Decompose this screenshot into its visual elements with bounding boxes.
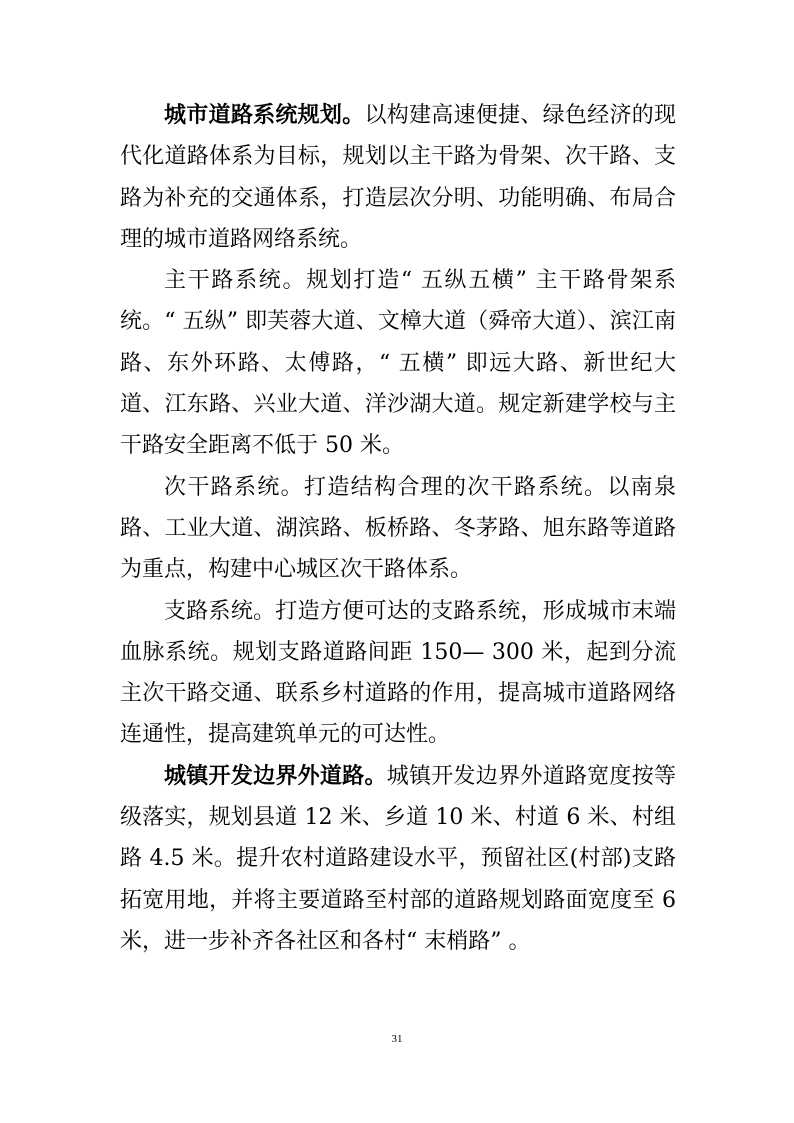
paragraph-text: 支路系统。打造方便可达的支路系统，形成城市末端血脉系统。规划支路道路间距 150— 300 米，起到分流主次干路交通、联系乡村道路的作用，提高城市道路网络连通性，提高建筑单元的可达性。 [120,598,676,748]
page-number: 31 [391,1033,403,1045]
paragraph-text: 以构建高速便捷、绿色经济的现代化道路体系为目标，规划以主干路为骨架、次干路、支路为补充的交通体系，打造层次分明、功能明确、布局合理的城市道路网络系统。 [120,103,676,252]
paragraph-heading: 城市道路系统规划。 [164,103,365,128]
paragraph-main-road-system [120,260,676,466]
paragraph-text: 主干路系统。规划打造“ 五纵五横” 主干路骨架系统。“ 五纵” 即芙蓉大道、文樟大道（舜帝大道）、滨江南路、东外环路、太傅路，“ 五横” 即远大路、新世纪大道、江东路、兴业大道、洋沙湖大道。规定新建学校与主干路安全距离不低于 50 米。 [120,268,676,459]
paragraph-secondary-road-system [120,467,676,591]
paragraph-heading: 城镇开发边界外道路。 [164,763,387,789]
paragraph-text: 城镇开发边界外道路宽度按等级落实，规划县道 12 米、乡道 10 米、村道 6 米、村组路 4.5 米。提升农村道路建设水平，预留社区(村部)支路拓宽用地，并将主要道路至村部的道路规划路面宽度至 6 米，进一步补齐各社区和各村“ 末梢路” 。 [120,763,676,954]
paragraph-branch-road-system [120,591,676,756]
paragraph-text: 次干路系统。打造结构合理的次干路系统。以南泉路、工业大道、湖滨路、板桥路、冬茅路、旭东路等道路为重点，构建中心城区次干路体系。 [120,474,676,583]
paragraph-urban-road-system [120,95,676,260]
document-body [120,95,676,962]
paragraph-outside-boundary-roads [120,756,676,962]
